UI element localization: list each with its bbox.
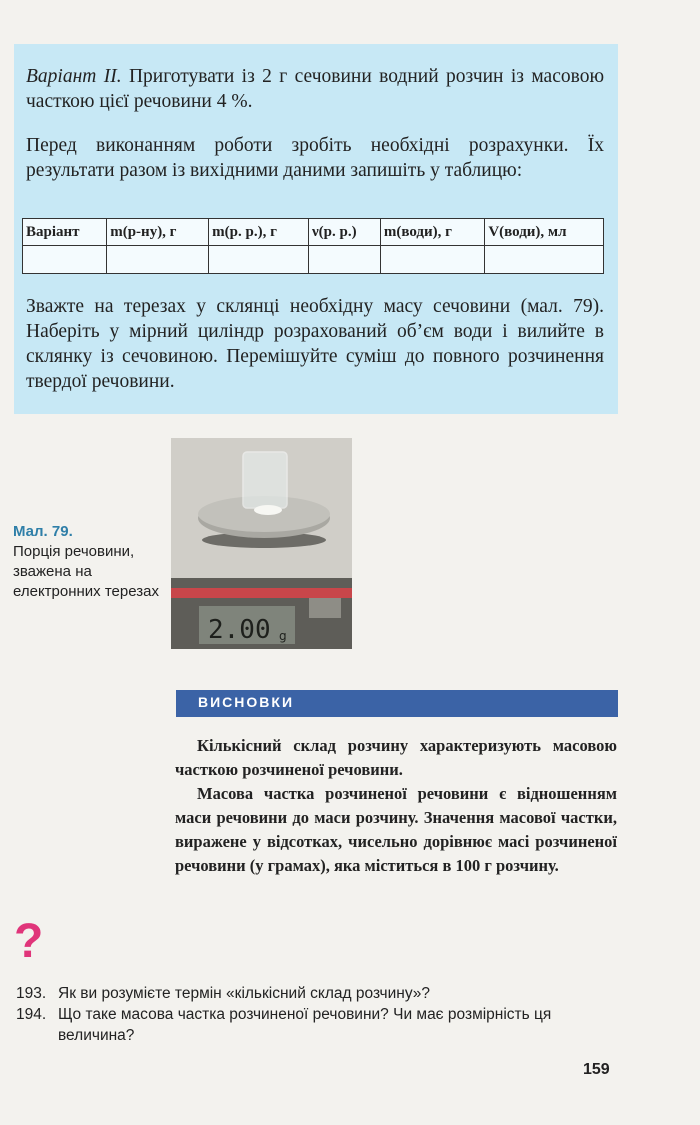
page-number: 159 xyxy=(583,1061,610,1078)
scale-display: 2.00 xyxy=(208,615,271,645)
question-mark-icon: ? xyxy=(14,915,44,968)
table-cell xyxy=(107,246,209,274)
task-procedure: Зважте на терезах у склянці необхідну масу сечовини (мал. 79). Наберіть у мірний циліндр розрахований об’єм води і вилийте в склянку із сечовиною. Перемішуйте суміш до повного розчинення твердої речовини. xyxy=(26,296,604,392)
conclusion-paragraph-1: Кількісний склад розчину характеризують масовою часткою розчиненої речовини. xyxy=(175,736,617,779)
conclusions-header xyxy=(176,690,618,717)
list-item xyxy=(16,1004,626,1046)
task-variant xyxy=(26,64,604,114)
table-header-row xyxy=(23,219,604,246)
caption-title: Мал. 79. xyxy=(13,523,73,540)
variant-text: Приготувати із 2 г сечовини водний розчин із масовою часткою цієї речовини 4 %. xyxy=(26,66,605,112)
conclusions-title: ВИСНОВКИ xyxy=(198,694,295,710)
list-item xyxy=(16,983,626,1004)
table-cell xyxy=(308,246,380,274)
question-text: Що таке масова частка розчиненої речовини? Чи має розмірність ця величина? xyxy=(58,1006,552,1044)
task-instructions: Перед виконанням роботи зробіть необхідні розрахунки. Їх результати разом із вихідними даними запишіть у таблицю: xyxy=(26,135,604,181)
question-number: 193. xyxy=(16,985,47,1002)
question-text: Як ви розумієте термін «кількісний склад розчину»? xyxy=(58,985,431,1002)
results-table xyxy=(22,218,604,274)
table-header: ν(р. р.) xyxy=(308,219,380,246)
scale-photo xyxy=(171,438,352,649)
conclusion-paragraph-2: Масова частка розчиненої речовини є відношенням маси речовини до маси розчину. Значення масової частки, виражене у відсотках, чисельно дорівнює масі розчиненої речовини (у грамах), яка міститься в 100 г розчину. xyxy=(175,784,617,875)
scale-unit: g xyxy=(279,629,287,643)
table-cell xyxy=(380,246,484,274)
table-header: V(води), мл xyxy=(485,219,604,246)
table-header: m(р. р.), г xyxy=(209,219,309,246)
caption-text: Порція речовини, зважена на електронних терезах xyxy=(13,543,159,600)
electronic-scale-illustration xyxy=(171,438,352,649)
figure-caption xyxy=(13,522,163,602)
variant-label: Варіант II. xyxy=(26,66,122,87)
table-row xyxy=(23,246,604,274)
table-header: m(води), г xyxy=(380,219,484,246)
question-number: 194. xyxy=(16,1006,47,1023)
table-header: Варіант xyxy=(23,219,107,246)
table-cell xyxy=(23,246,107,274)
table-cell xyxy=(209,246,309,274)
table-cell xyxy=(485,246,604,274)
questions-list xyxy=(16,983,626,1046)
table-header: m(р-ну), г xyxy=(107,219,209,246)
